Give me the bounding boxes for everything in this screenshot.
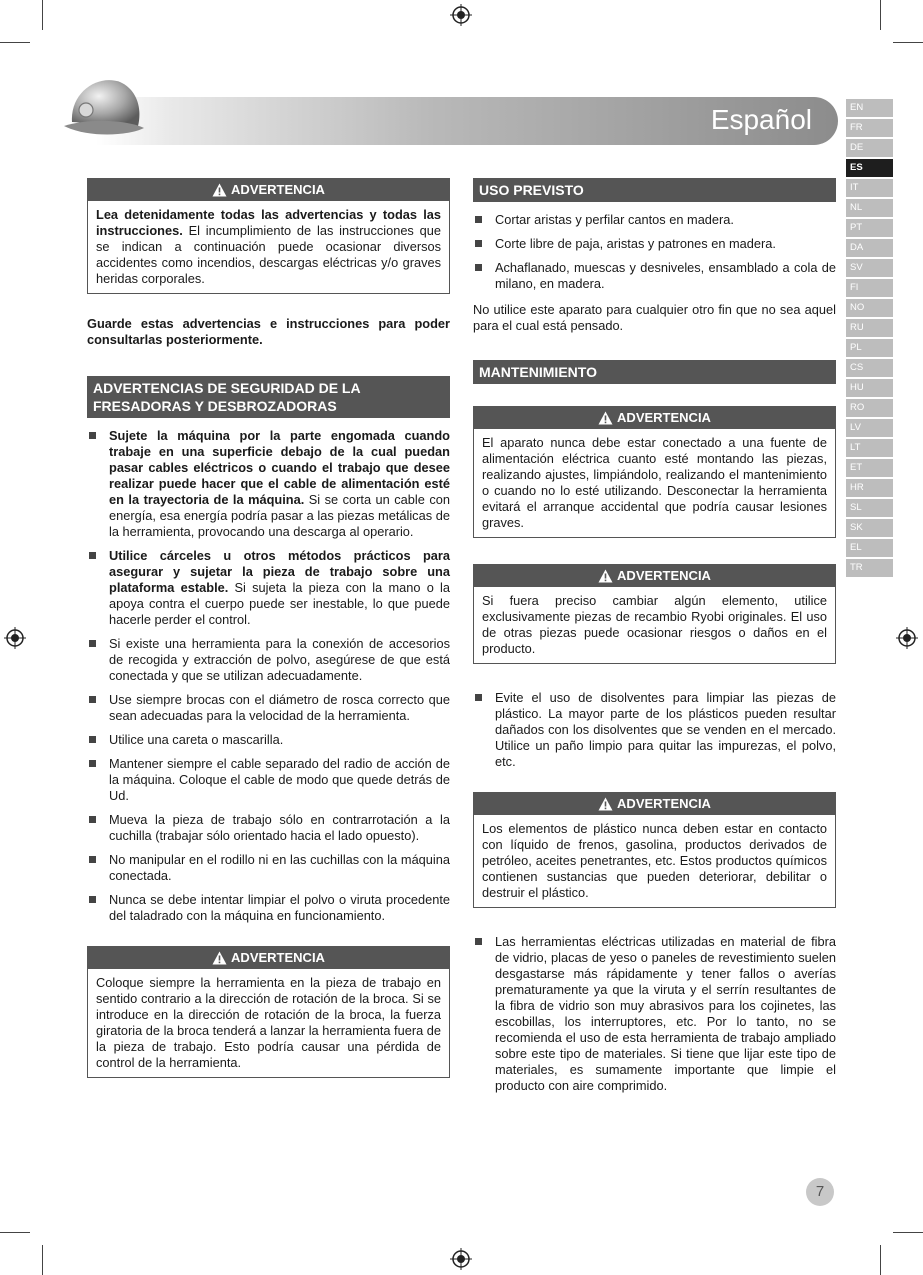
language-tab-lv[interactable]: LV [846, 419, 893, 437]
warning-triangle-icon [212, 183, 227, 197]
bullet-icon [89, 816, 96, 823]
warning-box [473, 792, 836, 908]
bullet-icon [89, 736, 96, 743]
warning-header [474, 793, 835, 815]
list-item-text: Evite el uso de disolventes para limpiar las piezas de plástico. La mayor parte de los plásticos pueden resultar dañados con los disolventes que se venden en el mercado. Utilice un paño limpio para quitar las impurezas, el polvo, etc. [495, 690, 836, 769]
bullet-icon [475, 694, 482, 701]
crop-mark [893, 1232, 923, 1233]
list-item [87, 692, 450, 724]
maintenance-list [473, 934, 836, 1094]
warning-title: ADVERTENCIA [617, 410, 711, 425]
registration-mark-icon [450, 1248, 472, 1270]
section-heading-safety: ADVERTENCIAS DE SEGURIDAD DE LA FRESADORAS Y DESBROZADORAS [87, 376, 450, 418]
warning-text: Coloque siempre la herramienta en la pieza de trabajo en sentido contrario a la dirección de rotación de la broca. Si se introduce en la dirección de rotación de la broca, la fuerza giratoria de la broca tenderá a lanzar la herramienta fuera de la pieza de trabajo. Esto podría causar una pérdida de control de la herramienta. [96, 975, 442, 1070]
bullet-icon [89, 696, 96, 703]
language-tab-no[interactable]: NO [846, 299, 893, 317]
warning-header [474, 407, 835, 429]
language-tab-cs[interactable]: CS [846, 359, 893, 377]
left-column [87, 178, 450, 1096]
language-tab-it[interactable]: IT [846, 179, 893, 197]
list-item [87, 892, 450, 924]
bullet-icon [89, 760, 96, 767]
crop-mark [893, 42, 923, 43]
warning-triangle-icon [212, 951, 227, 965]
list-item [87, 548, 450, 628]
bullet-icon [89, 552, 96, 559]
list-item-text: Si se corta un cable con energía, esa energía podría pasar a las piezas metálicas de la herramienta, provocando una descarga al operario. [109, 492, 450, 539]
warning-text: El aparato nunca debe estar conectado a una fuente de alimentación eléctrica cuanto esté montando las piezas, realizando ajustes, limpiándolo, realizando el mantenimiento o cuando no lo esté utilizando. Desconectar la herramienta evitará el arranque accidental que podría causar lesiones graves. [482, 435, 827, 530]
right-column [473, 178, 836, 1102]
bullet-icon [475, 938, 482, 945]
page-number: 7 [806, 1178, 834, 1206]
language-tab-hu[interactable]: HU [846, 379, 893, 397]
language-tab-sk[interactable]: SK [846, 519, 893, 537]
bullet-icon [89, 896, 96, 903]
bullet-icon [475, 240, 482, 247]
list-item-text: Las herramientas eléctricas utilizadas en material de fibra de vidrio, placas de yeso o paneles de revestimiento suelen desgastarse más rápidamente y tener fallos o averías prematuramente ya que la viruta y el serrín resultantes de la fibra de vidrio son muy abrasivos para los cojinetes, las escobillas, los interruptores, etc. Por lo tanto, no se recomienda el uso de esta herramienta de trabajo ampliado sobre este tipo de materiales. Si tiene que lijar este tipo de materiales, es sumamente importante que limpie el producto con aire comprimido. [495, 934, 836, 1093]
language-tab-da[interactable]: DA [846, 239, 893, 257]
list-item-bold: Sujete la máquina por la parte engomada cuando trabaje en una superficie debajo de la cual puedan pasar cables eléctricos o cuando el trabajo que desee realizar puede hacer que el cable de alimentación esté en la trayectoria de la máquina. [109, 428, 450, 507]
helmet-icon [58, 70, 148, 150]
list-item [87, 732, 450, 748]
crop-mark [42, 0, 43, 30]
warning-triangle-icon [598, 569, 613, 583]
warning-triangle-icon [598, 797, 613, 811]
registration-mark-icon [4, 627, 26, 649]
list-item [87, 852, 450, 884]
list-item-text: Utilice una careta o mascarilla. [109, 732, 284, 747]
language-tab-es[interactable]: ES [846, 159, 893, 177]
list-item-text: Si existe una herramienta para la conexión de accesorios de recogida y extracción de polvo, asegúrese de que está conectada y que se utilizan adecuadamente. [109, 636, 450, 683]
bullet-icon [475, 264, 482, 271]
list-item-text: Si sujeta la pieza con la mano o la apoya contra el cuerpo puede ser inestable, lo que puede hacerle perder el control. [109, 580, 450, 627]
crop-mark [880, 1245, 881, 1275]
language-tab-ro[interactable]: RO [846, 399, 893, 417]
warning-box [87, 946, 450, 1078]
language-tab-sl[interactable]: SL [846, 499, 893, 517]
language-tab-hr[interactable]: HR [846, 479, 893, 497]
list-item-text: No manipular en el rodillo ni en las cuchillas con la máquina conectada. [109, 852, 450, 883]
language-tab-pl[interactable]: PL [846, 339, 893, 357]
list-item-text: Mueva la pieza de trabajo sólo en contrarrotación a la cuchilla (trabajar sólo orientado hacia el lado opuesto). [109, 812, 450, 843]
warning-header [88, 179, 449, 201]
section-heading-intended-use: USO PREVISTO [473, 178, 836, 202]
warning-title: ADVERTENCIA [617, 796, 711, 811]
list-item-text: Cortar aristas y perfilar cantos en madera. [495, 212, 734, 227]
warning-bold-text: Lea detenidamente todas las advertencias y todas las instrucciones. [96, 207, 441, 238]
language-tab-et[interactable]: ET [846, 459, 893, 477]
list-item-text: Corte libre de paja, aristas y patrones en madera. [495, 236, 776, 251]
header-banner [96, 97, 838, 145]
list-item [473, 260, 836, 292]
warning-box [87, 178, 450, 294]
crop-mark [0, 1232, 30, 1233]
warning-title: ADVERTENCIA [617, 568, 711, 583]
list-item-text: Nunca se debe intentar limpiar el polvo o viruta procedente del taladrado con la máquina en funcionamiento. [109, 892, 450, 923]
safety-list [87, 428, 450, 924]
list-item [473, 236, 836, 252]
list-item [87, 636, 450, 684]
bullet-icon [89, 432, 96, 439]
language-tab-fr[interactable]: FR [846, 119, 893, 137]
language-tab-nl[interactable]: NL [846, 199, 893, 217]
page-title: Español [710, 104, 812, 135]
language-tab-de[interactable]: DE [846, 139, 893, 157]
list-item [473, 934, 836, 1094]
intended-use-list [473, 212, 836, 292]
language-tab-pt[interactable]: PT [846, 219, 893, 237]
intended-use-note: No utilice este aparato para cualquier otro fin que no sea aquel para el cual está pensado. [473, 302, 836, 333]
language-tab-el[interactable]: EL [846, 539, 893, 557]
section-heading-maintenance: MANTENIMIENTO [473, 360, 836, 384]
list-item-bold: Utilice cárceles u otros métodos prácticos para asegurar y sujetar la pieza de trabajo sobre una plataforma estable. [109, 548, 450, 595]
list-item-text: Use siempre brocas con el diámetro de rosca correcto que sean adecuadas para la velocidad de la herramienta. [109, 692, 450, 723]
language-tabs [846, 99, 893, 579]
language-tab-sv[interactable]: SV [846, 259, 893, 277]
list-item [87, 428, 450, 540]
registration-mark-icon [450, 4, 472, 26]
language-tab-en[interactable]: EN [846, 99, 893, 117]
bullet-icon [89, 640, 96, 647]
language-tab-lt[interactable]: LT [846, 439, 893, 457]
warning-text: Los elementos de plástico nunca deben estar en contacto con líquido de frenos, gasolina, productos derivados de petróleo, aceites penetrantes, etc. Estos productos químicos contienen sustancias que pueden deteriorar, debilitar o destruir el plástico. [482, 821, 827, 900]
warning-box [473, 406, 836, 538]
list-item [87, 756, 450, 804]
list-item-text: Achaflanado, muescas y desniveles, ensamblado a cola de milano, en madera. [495, 260, 836, 291]
warning-title: ADVERTENCIA [231, 950, 325, 965]
warning-text [88, 201, 449, 293]
warning-body-text: El incumplimiento de las instrucciones que se indican a continuación puede ocasionar diversos accidentes como incendios, descargas eléctricas y/o graves heridas corporales. [96, 223, 441, 286]
language-tab-tr[interactable]: TR [846, 559, 893, 577]
crop-mark [0, 42, 30, 43]
list-item [473, 690, 836, 770]
warning-header [474, 565, 835, 587]
list-item [87, 812, 450, 844]
language-tab-fi[interactable]: FI [846, 279, 893, 297]
bullet-icon [475, 216, 482, 223]
warning-text: Si fuera preciso cambiar algún elemento, utilice exclusivamente piezas de recambio Ryobi originales. El uso de otras piezas puede ocasionar riesgos o daños en el producto. [482, 593, 827, 656]
warning-box [473, 564, 836, 664]
crop-mark [880, 0, 881, 30]
list-item [473, 212, 836, 228]
bullet-icon [89, 856, 96, 863]
warning-header [88, 947, 449, 969]
registration-mark-icon [896, 627, 918, 649]
list-item-text: Mantener siempre el cable separado del radio de acción de la máquina. Coloque el cable de modo que quede detrás de Ud. [109, 756, 450, 803]
keep-instructions-note: Guarde estas advertencias e instrucciones para poder consultarlas posteriormente. [87, 316, 450, 347]
maintenance-list [473, 690, 836, 770]
warning-title: ADVERTENCIA [231, 182, 325, 197]
crop-mark [42, 1245, 43, 1275]
warning-triangle-icon [598, 411, 613, 425]
language-tab-ru[interactable]: RU [846, 319, 893, 337]
